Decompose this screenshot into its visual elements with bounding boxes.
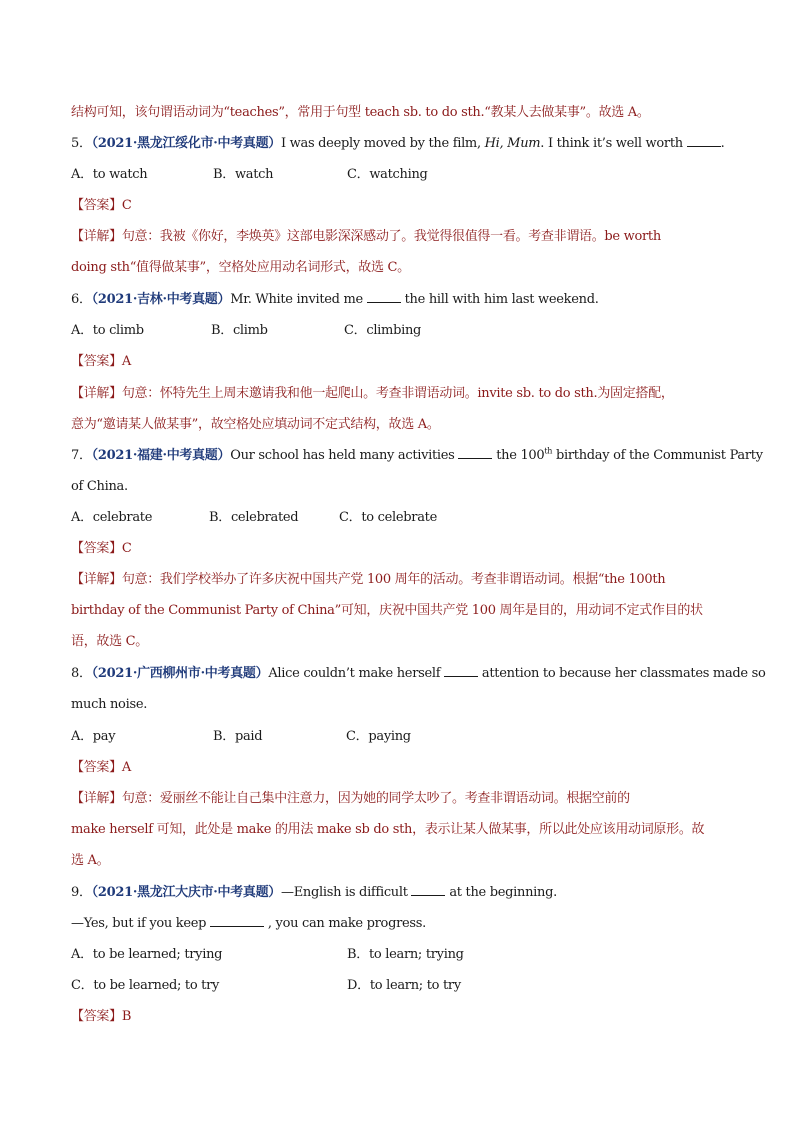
answer-line <box>71 539 131 559</box>
answer-blank <box>411 884 445 896</box>
option-c: C．to be learned; to try <box>71 978 220 993</box>
question-number: 8． <box>71 666 92 681</box>
answer-value: A <box>121 354 131 369</box>
option-a: A．pay <box>71 729 116 744</box>
question-text: Mr. White invited me <box>230 292 367 307</box>
answer-line <box>71 196 131 216</box>
question-text-cont: . I think it’s well worth <box>540 136 687 151</box>
question-9 <box>71 883 557 903</box>
option-a: A．to watch <box>71 167 148 182</box>
question-7-cont: of China. <box>71 479 128 494</box>
question-source: （2021·黑龙江大庆市·中考真题） <box>91 885 282 900</box>
question-source: （2021·福建·中考真题） <box>91 448 231 463</box>
question-text-cont: the hill with him last weekend. <box>400 292 599 307</box>
question-text: Our school has held many activities <box>230 448 459 463</box>
question-5 <box>71 134 725 154</box>
ordinal-suffix: th <box>544 446 553 456</box>
answer-label: 【答案】 <box>71 541 122 556</box>
answer-blank <box>210 915 264 927</box>
question-text-cont: at the beginning. <box>445 885 557 900</box>
detail-text: 句意：我被《你好，李焕英》这部电影深深感动了。我觉得很值得一看。考查非谓语。be worth <box>121 229 661 244</box>
answer-blank <box>367 291 401 303</box>
answer-blank <box>687 135 721 147</box>
option-c: C．watching <box>347 167 428 182</box>
question-number: 5． <box>71 136 92 151</box>
question-text-end: birthday of the Communist Party <box>552 448 763 463</box>
answer-line <box>71 758 131 778</box>
option-b: B．celebrated <box>209 510 299 525</box>
answer-blank <box>444 665 478 677</box>
option-c: C．climbing <box>344 323 422 338</box>
option-b: B．to learn; trying <box>347 947 464 962</box>
film-title: Hi, Mum <box>484 136 541 151</box>
answer-line <box>71 1007 131 1027</box>
option-a: A．celebrate <box>71 510 153 525</box>
option-b: B．climb <box>211 323 268 338</box>
option-d: D．to learn; to try <box>347 978 461 993</box>
question-number: 6． <box>71 292 92 307</box>
question-text-cont: the 100 <box>492 448 545 463</box>
detail-line-3: 语，故选 C。 <box>71 634 148 649</box>
question-text: Alice couldn’t make herself <box>268 666 445 681</box>
question-source: （2021·黑龙江绥化市·中考真题） <box>91 136 282 151</box>
prev-explanation-tail: 结构可知，该句谓语动词为“teaches”，常用于句型 teach sb. to do sth.“教某人去做某事”。故选 A。 <box>71 105 650 120</box>
answer-value: A <box>121 760 131 775</box>
option-b: B．watch <box>213 167 274 182</box>
reply-text: —Yes, but if you keep <box>71 916 211 931</box>
answer-label: 【答案】 <box>71 1009 122 1024</box>
detail-text: 句意：爱丽丝不能让自己集中注意力，因为她的同学太吵了。考查非谓语动词。根据空前的 <box>121 791 630 806</box>
question-number: 9． <box>71 885 92 900</box>
question-text: —English is difficult <box>281 885 412 900</box>
option-c: C．paying <box>346 729 411 744</box>
answer-line <box>71 352 131 372</box>
detail-line <box>71 227 661 247</box>
option-a: A．to be learned; trying <box>71 947 223 962</box>
option-b: B．paid <box>213 729 263 744</box>
answer-value: B <box>121 1009 132 1024</box>
question-text-cont: attention to because her classmates made so <box>478 666 766 681</box>
detail-text: 句意：怀特先生上周末邀请我和他一起爬山。考查非谓语动词。invite sb. to do sth.为固定搭配， <box>121 386 674 401</box>
option-a: A．to climb <box>71 323 144 338</box>
answer-value: C <box>121 198 132 213</box>
detail-line <box>71 570 665 590</box>
detail-label: 【详解】 <box>71 386 122 401</box>
question-number: 7． <box>71 448 92 463</box>
detail-text: 句意：我们学校举办了许多庆祝中国共产党 100 周年的活动。考查非谓语动词。根据“the 100th <box>121 572 666 587</box>
detail-label: 【详解】 <box>71 791 122 806</box>
question-source: （2021·广西柳州市·中考真题） <box>91 666 269 681</box>
detail-line <box>71 789 630 809</box>
answer-label: 【答案】 <box>71 354 122 369</box>
reply-text-cont: , you can make progress. <box>264 916 426 931</box>
question-9-reply <box>71 914 426 934</box>
question-8 <box>71 664 766 684</box>
question-text-end: . <box>720 136 725 151</box>
detail-line-2: make herself 可知，此处是 make 的用法 make sb do sth，表示让某人做某事，所以此处应该用动词原形。故 <box>71 822 705 837</box>
detail-label: 【详解】 <box>71 572 122 587</box>
answer-value: C <box>121 541 132 556</box>
detail-line-2: 意为“邀请某人做某事”，故空格处应填动词不定式结构，故选 A。 <box>71 417 440 432</box>
question-8-cont: much noise. <box>71 697 148 712</box>
question-source: （2021·吉林·中考真题） <box>91 292 231 307</box>
answer-label: 【答案】 <box>71 760 122 775</box>
question-6 <box>71 290 599 310</box>
detail-line <box>71 384 674 404</box>
answer-label: 【答案】 <box>71 198 122 213</box>
question-text: I was deeply moved by the film, <box>281 136 485 151</box>
detail-line-3: 选 A。 <box>71 853 110 868</box>
detail-line-2: birthday of the Communist Party of China”可知，庆祝中国共产党 100 周年是目的，用动词不定式作目的状 <box>71 603 703 618</box>
question-7 <box>71 446 763 466</box>
detail-line-2: doing sth“值得做某事”，空格处应用动名词形式，故选 C。 <box>71 260 410 275</box>
option-c: C．to celebrate <box>339 510 437 525</box>
detail-label: 【详解】 <box>71 229 122 244</box>
answer-blank <box>458 447 492 459</box>
